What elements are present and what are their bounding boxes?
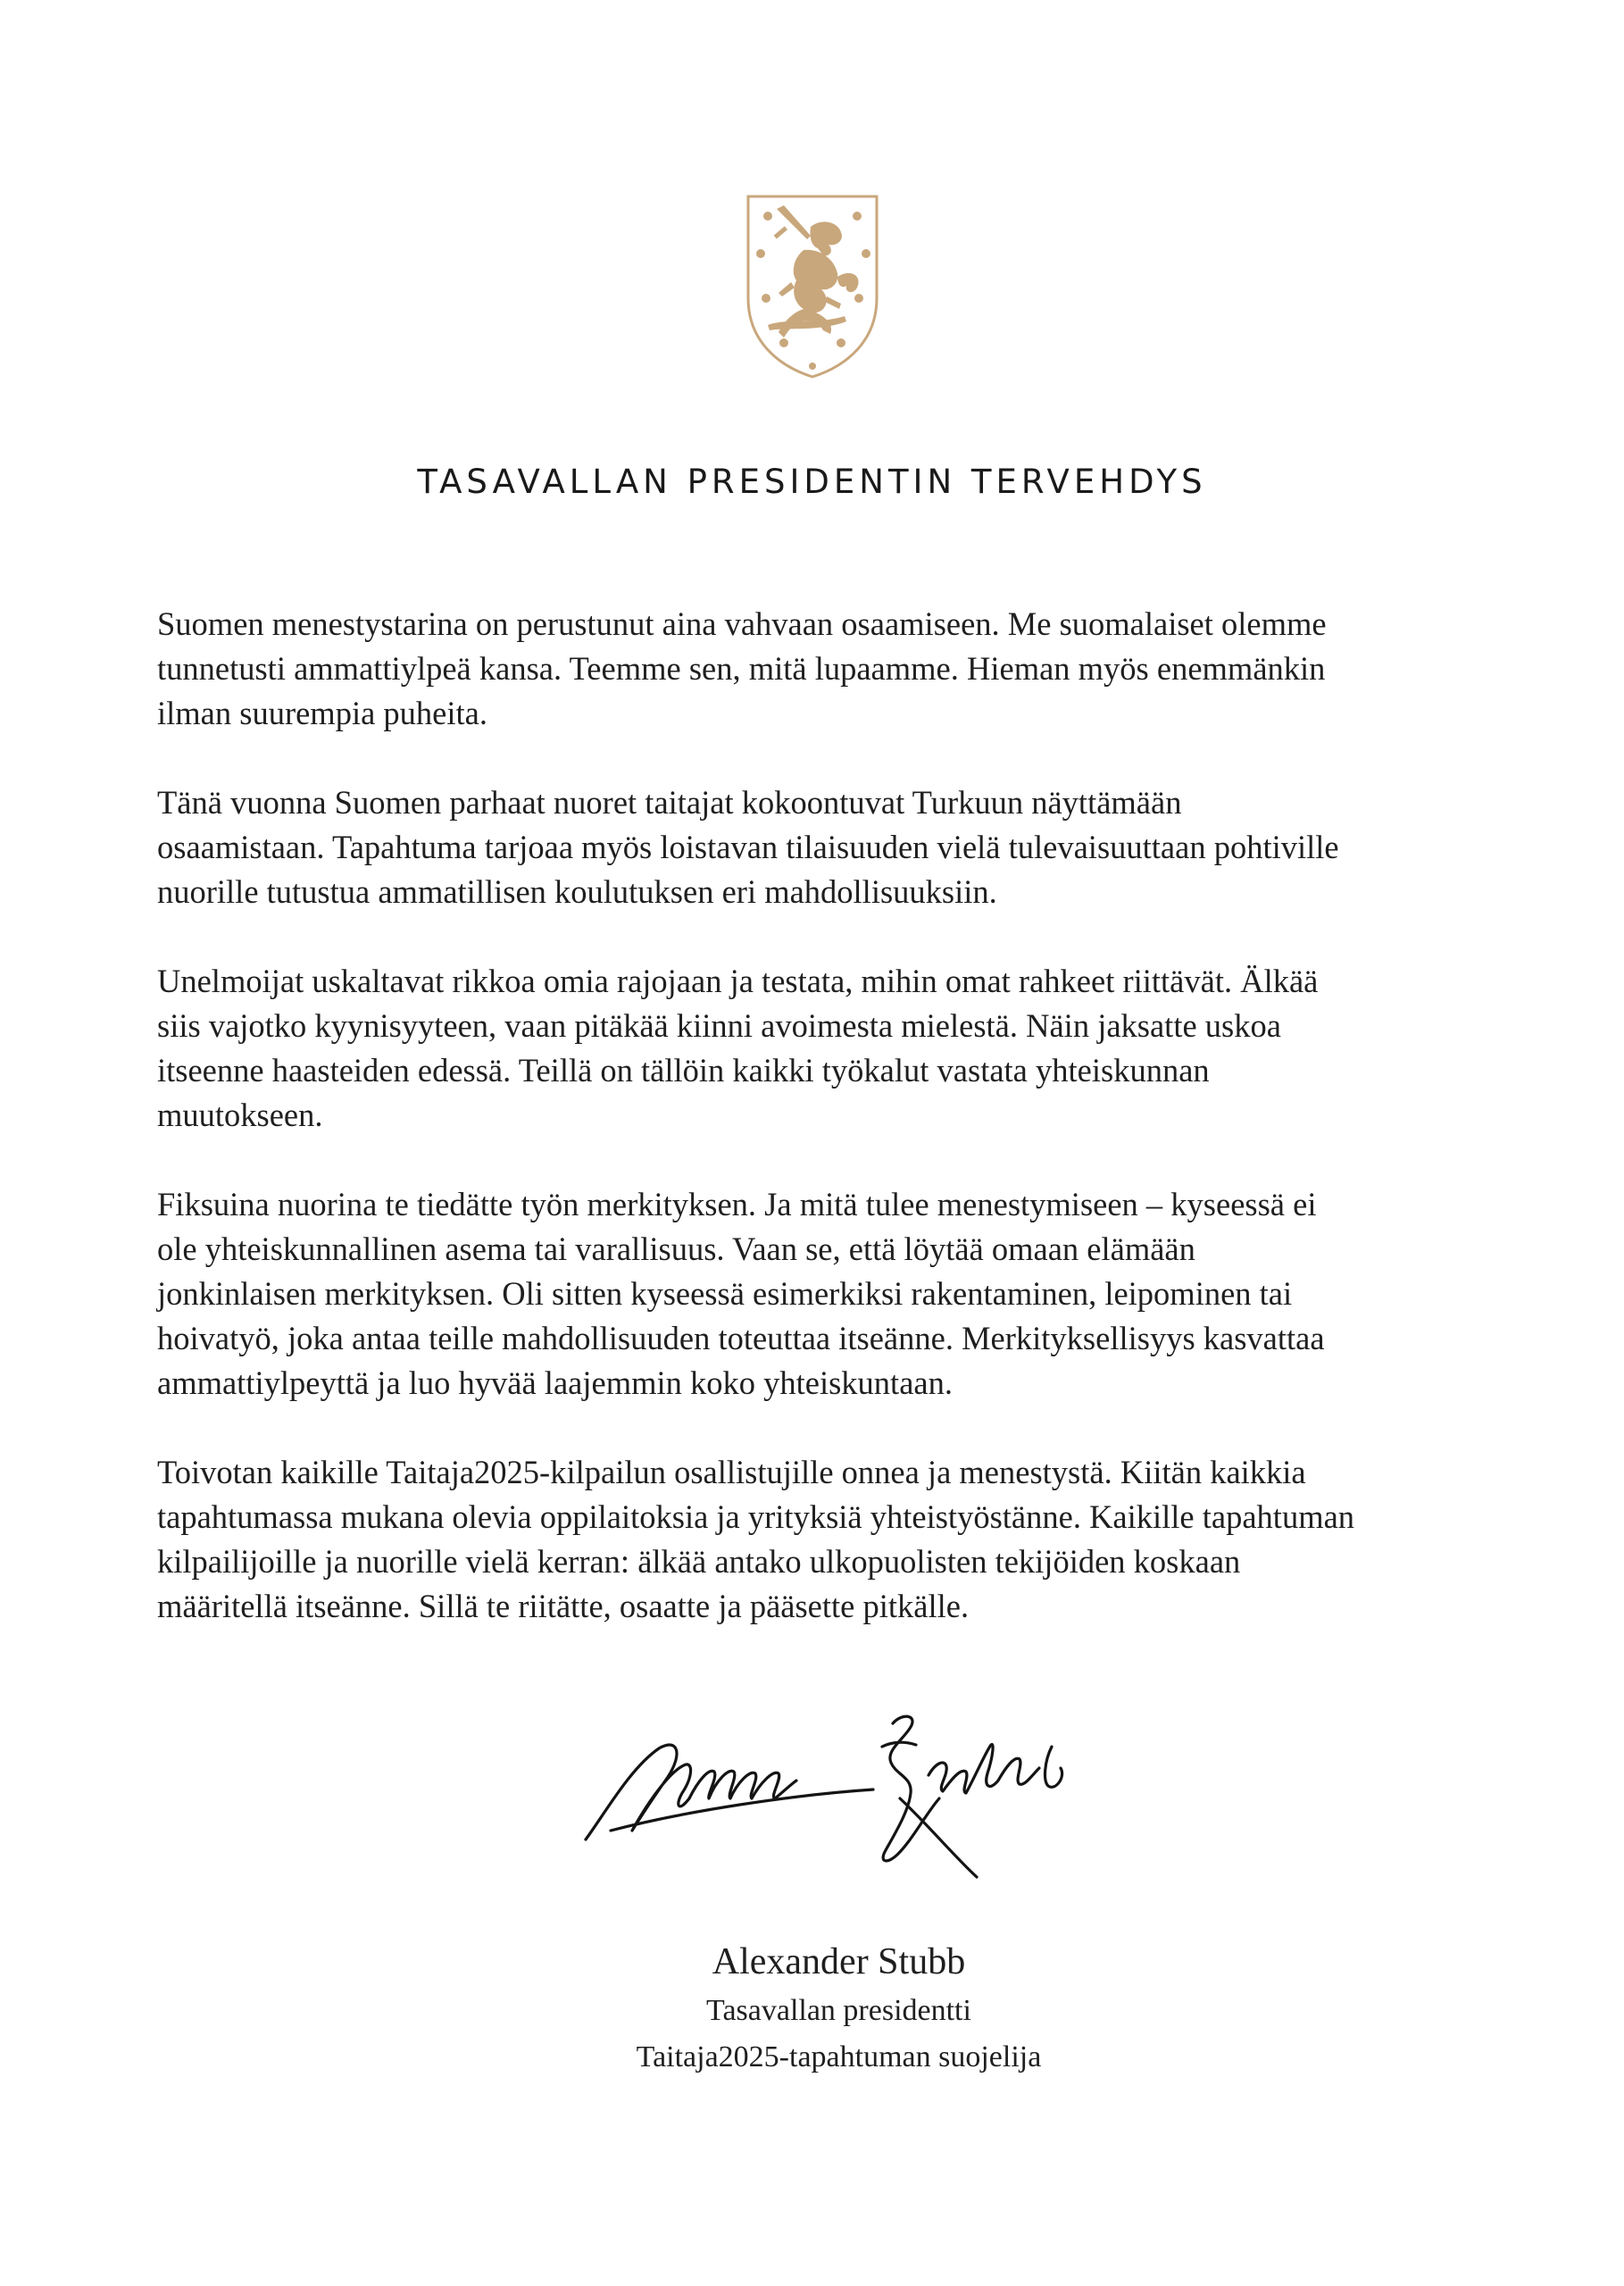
paragraph: Suomen menestystarina on perustunut aina vahvaan osaamiseen. Me suomalaiset olemme tunnetusti ammattiylpeä kansa. Teemme sen, mitä lupaamme. Hieman myös enemmänkin ilman suurempia puheita. (157, 605, 1327, 731)
paragraph: Fiksuina nuorina te tiedätte työn merkityksen. Ja mitä tulee menestymiseen – kyseessä ei ole yhteiskunnallinen asema tai varallisuus. Vaan se, että löytää omaan elämään jonkinlaisen merkityksen. Oli sitten kyseessä esimerkiksi rakentaminen, leipominen tai hoivatyö, joka antaa teille mahdollisuuden toteuttaa itseänne. Merkityksellisyys kasvattaa ammattiylpeyttä ja luo hyvää laajemmin koko yhteiskuntaan. (157, 1186, 1325, 1401)
paragraph: Tänä vuonna Suomen parhaat nuoret taitajat kokoontuvat Turkuun näyttämään osaamistaan. Tapahtuma tarjoaa myös loistavan tilaisuuden vielä tulevaisuuttaan pohtiville nuorille tutustua ammatillisen koulutuksen eri mahdollisuuksiin. (157, 784, 1339, 910)
signature-icon (579, 1706, 1079, 1893)
paragraph: Unelmoijat uskaltavat rikkoa omia rajojaan ja testata, mihin omat rahkeet riittävät. Älkää siis vajotko kyynisyyteen, vaan pitäkää kiinni avoimesta mielestä. Näin jaksatte uskoa itseenne haasteiden edessä. Teillä on tällöin kaikki työkalut vastata yhteiskunnan muutokseen. (157, 963, 1319, 1133)
signature-block (0, 1936, 1624, 2081)
signer-title: Tasavallan presidentti (706, 1994, 971, 2027)
letter-body (157, 602, 1496, 1673)
signer-name: Alexander Stubb (712, 1941, 966, 1982)
paragraph: Toivotan kaikille Taitaja2025-kilpailun osallistujille onnea ja menestystä. Kiitän kaikkia tapahtumassa mukana olevia oppilaitoksia ja yrityksiä yhteistyöstänne. Kaikille tapahtuman kilpailijoille ja nuorille vielä kerran: älkää antako ulkopuolisten tekijöiden koskaan määritellä itseänne. Sillä te riitätte, osaatte ja pääsette pitkälle. (157, 1454, 1355, 1624)
signer-role: Taitaja2025-tapahtuman suojelija (636, 2040, 1042, 2073)
letter-heading: TASAVALLAN PRESIDENTIN TERVEHDYS (417, 463, 1207, 501)
coat-of-arms-icon (741, 191, 884, 380)
